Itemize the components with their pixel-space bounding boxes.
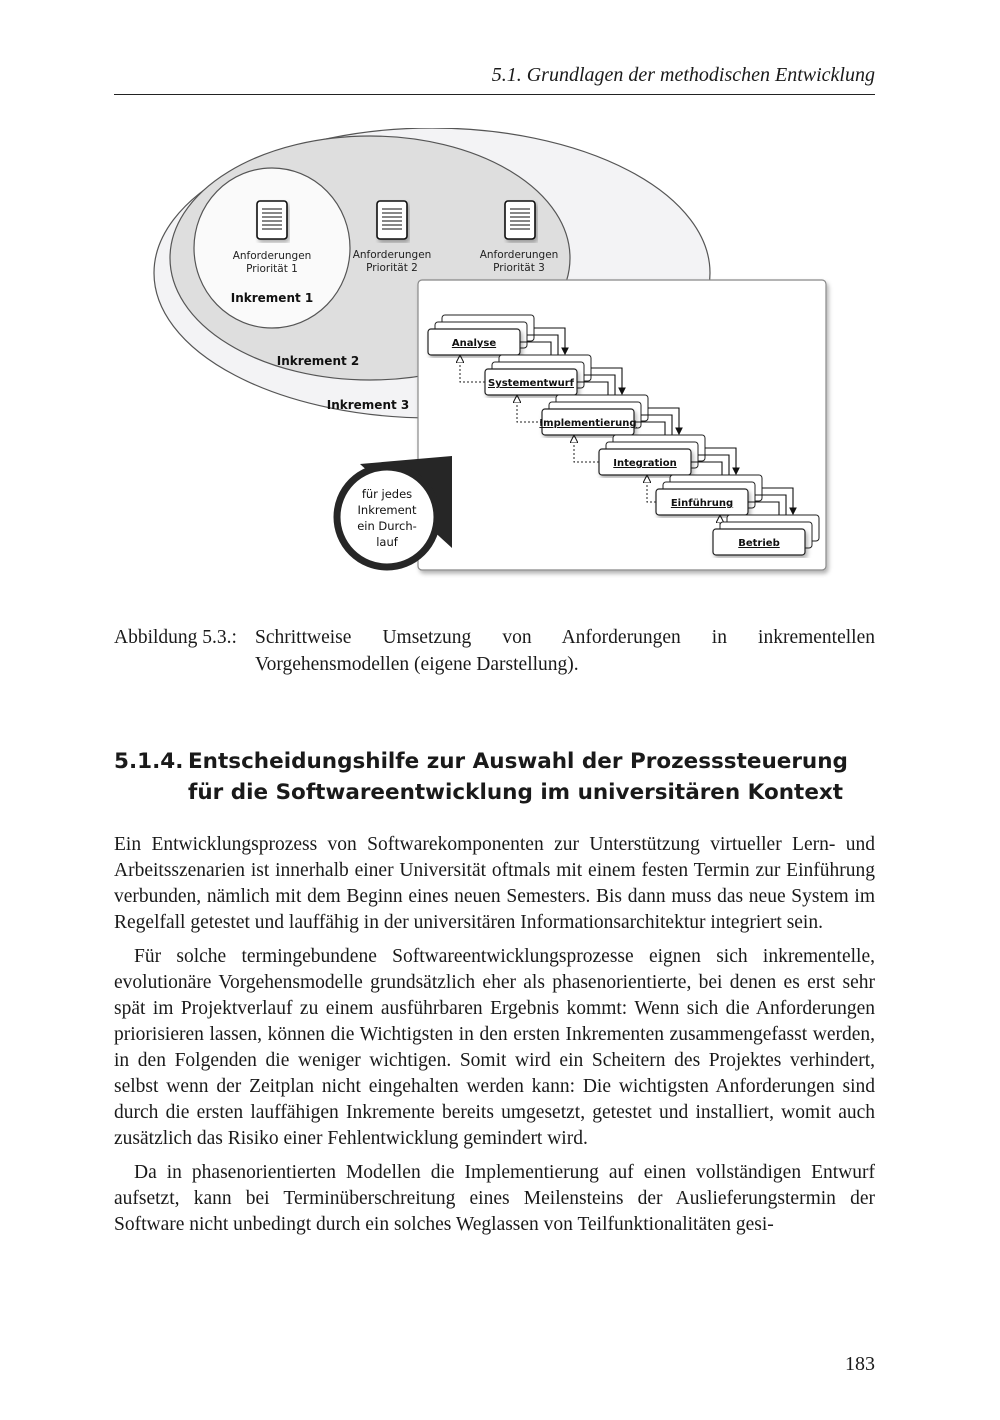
phase-box-6 [713,515,819,555]
paragraph: Da in phasenorientierten Modellen die Implementierung auf einen vollständigen Entwurf aufsetzt, kann bei Terminüberschreitung eines Meilensteins der Auslieferungstermin der Software nicht unbedingt durch ein solches Weglassen von Teilfunktionalitäten gesi- [114,1162,875,1235]
increment-2-label: Inkrement 2 [276,354,360,368]
phase-label: Einführung [670,498,734,509]
phase-label: Analyse [451,338,497,349]
document-icon [257,201,287,239]
incremental-model-figure [150,128,840,578]
section-title: Entscheidungshilfe zur Auswahl der Prozesssteuerung für die Softwareentwicklung im universitären Kontext [188,749,848,805]
figure-caption [114,624,875,678]
phase-label: Integration [613,458,677,469]
section-number: 5.1.4. [114,749,184,774]
loop-note-line-1: für jedes [361,487,413,501]
requirement-1-priority: Priorität 1 [246,263,298,275]
loop-note-line-2: Inkrement [357,503,417,517]
body-text [114,832,875,1246]
requirement-2-priority: Priorität 2 [366,262,418,274]
document-icon [505,201,535,239]
section-heading [114,746,875,808]
requirement-1-label: Anforderungen [232,250,312,262]
page-number: 183 [845,1353,875,1375]
loop-note-line-3: ein Durch- [357,519,417,533]
requirement-2-label: Anforderungen [352,249,432,261]
paragraph: Für solche termingebundene Softwareentwicklungsprozesse eignen sich inkrementelle, evolutionäre Vorgehensmodelle grundsätzlich eher als phasenorientierte, bei denen es erst sehr spät im Projektverlauf zu einem ausführbaren Ergebnis kommt: Wenn sich die Anforderungen priorisieren lassen, können die Wichtigsten in den ersten Inkrementen zusammengefasst werden, in den Folgenden die weniger wichtigen. Somit wird ein Scheitern des Projektes verhindert, selbst wenn der Zeitplan nicht eingehalten werden kann: Die wichtigsten Anforderungen sind durch die ersten lauffähigen Inkremente bereits umgesetzt, getestet und installiert, womit auch zusätzlich das Risiko einer Fehlentwicklung gemindert wird. [114,946,875,1149]
increment-1-label: Inkrement 1 [230,291,314,305]
document-icon [377,201,407,239]
running-header [114,62,875,95]
paragraph: Ein Entwicklungsprozess von Softwarekomponenten zur Unterstützung virtueller Lern- und Arbeitsszenarien ist innerhalb einer Universität oftmals mit einem festen Termin zur Einführung verbunden, nämlich mit dem Beginn eines neuen Semesters. Bis dann muss das neue System im Regelfall getestet und lauffähig in der universitären Informationsarchitektur integriert sein. [114,834,875,933]
caption-text: Schrittweise Umsetzung von Anforderungen in inkrementellen Vorgehensmodellen (eigene Darstellung). [255,627,875,675]
loop-note-line-4: lauf [376,535,398,549]
requirement-3-priority: Priorität 3 [493,262,545,274]
running-title: 5.1. Grundlagen der methodischen Entwicklung [491,64,875,86]
caption-label: Abbildung 5.3.: [114,627,237,648]
requirement-3-label: Anforderungen [479,249,559,261]
phase-label: Systementwurf [488,378,574,389]
increment-3-label: Inkrement 3 [326,398,410,412]
phase-label: Betrieb [738,538,780,549]
phase-label: Implementierung [539,418,637,429]
